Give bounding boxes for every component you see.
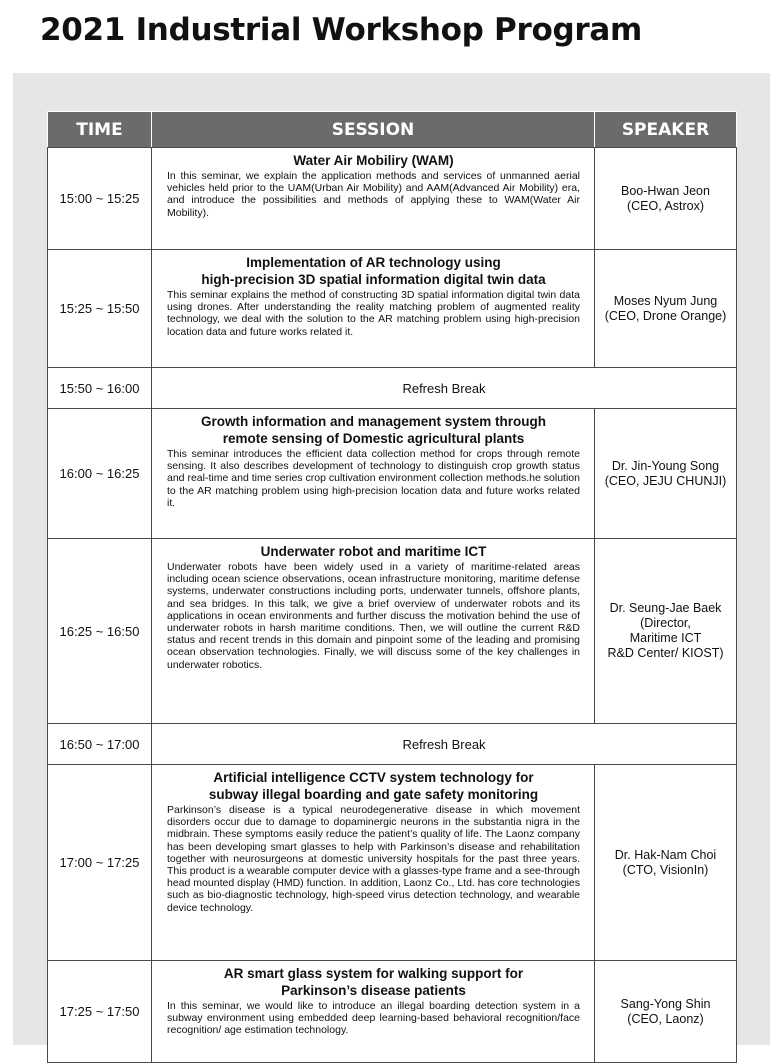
session-title-line: high-precision 3D spatial information digital twin data	[201, 272, 546, 287]
session-row	[48, 539, 737, 724]
speaker-line: (CEO, Laonz)	[627, 1011, 704, 1026]
table-header-row	[48, 112, 737, 148]
session-row	[48, 765, 737, 961]
speaker-line: R&D Center/ KIOST)	[607, 646, 724, 660]
break-time: 15:50 ~ 16:00	[48, 368, 152, 409]
session-row	[48, 148, 737, 250]
session-time: 16:00 ~ 16:25	[48, 409, 152, 539]
session-speaker	[595, 765, 737, 961]
session-time: 17:25 ~ 17:50	[48, 961, 152, 1063]
session-description: Parkinson’s disease is a typical neurodegenerative disease in which movement disorders occur due to damage to dopaminergic neurons in the substantia nigra in the midbrain. These symptoms easily reduce the patient’s quality of life. The Laonz company has been developing smart glasses to help with Parkinson’s disease and rehabilitation together with neurosurgeons at domestic university hospitals for the past three years. This product is a wearable computer device with a glasses-type frame and a see-through head mounted display (HMD) function. In addition, Laonz Co., Ltd. has core technologies such as bio-diagnostic technology, high-speed virus detection technology, and wearable device technology.	[167, 804, 580, 914]
speaker-line: (Director,	[640, 616, 691, 630]
session-row	[48, 250, 737, 368]
session-title	[167, 152, 580, 169]
session-speaker	[595, 250, 737, 368]
speaker-line: Dr. Hak-Nam Choi	[614, 847, 717, 862]
session-speaker	[595, 148, 737, 250]
page-title: 2021 Industrial Workshop Program	[40, 12, 642, 48]
session-cell	[152, 250, 595, 368]
break-row	[48, 724, 737, 765]
session-speaker	[595, 409, 737, 539]
session-row	[48, 961, 737, 1063]
session-title	[167, 413, 580, 447]
session-speaker	[595, 961, 737, 1063]
session-title	[167, 769, 580, 803]
speaker-line: (CEO, Astrox)	[626, 198, 705, 213]
session-title-line: remote sensing of Domestic agricultural plants	[222, 431, 525, 446]
session-time: 15:00 ~ 15:25	[48, 148, 152, 250]
break-row	[48, 368, 737, 409]
session-time: 17:00 ~ 17:25	[48, 765, 152, 961]
session-title	[167, 965, 580, 999]
header-session: SESSION	[152, 112, 595, 148]
speaker-line: Sang-Yong Shin	[620, 996, 711, 1011]
speaker-line: (CEO, Drone Orange)	[604, 308, 727, 323]
speaker-line: Moses Nyum Jung	[613, 293, 718, 308]
session-time: 16:25 ~ 16:50	[48, 539, 152, 724]
speaker-line: Dr. Seung-Jae Baek	[609, 601, 722, 615]
session-description: This seminar introduces the efficient data collection method for crops through remote sensing. It also describes development of technology to distinguish crop growth status and real-time and time series crop cultivation environment collection methods.he solution to the AR matching problem using high-precision location data and future works related it.	[167, 448, 580, 509]
session-cell	[152, 961, 595, 1063]
session-title-line: Artificial intelligence CCTV system technology for	[213, 770, 534, 785]
session-title	[167, 543, 580, 560]
session-description: In this seminar, we would like to introduce an illegal boarding detection system in a subway environment using embedded deep learning-based behavioral recognition/face recognition/ age estimation technology.	[167, 1000, 580, 1037]
session-title-line: Water Air Mobiliry (WAM)	[293, 153, 454, 168]
session-description: In this seminar, we explain the application methods and services of unmanned aerial vehicles held prior to the UAM(Urban Air Mobility) and AAM(Advanced Air Mobility) era, and introduce the possibilities and methods of applying these to WAM(Water Air Mobility).	[167, 170, 580, 219]
program-table	[47, 111, 737, 1063]
speaker-line: Boo-Hwan Jeon	[621, 183, 710, 198]
session-cell	[152, 765, 595, 961]
session-title-line: Parkinson’s disease patients	[281, 983, 466, 998]
session-cell	[152, 409, 595, 539]
speaker-line: (CTO, VisionIn)	[622, 862, 709, 877]
break-label: Refresh Break	[152, 724, 737, 765]
session-speaker	[595, 539, 737, 724]
session-cell	[152, 148, 595, 250]
session-title-line: AR smart glass system for walking support for	[223, 966, 524, 981]
header-time: TIME	[48, 112, 152, 148]
session-cell	[152, 539, 595, 724]
session-time: 15:25 ~ 15:50	[48, 250, 152, 368]
header-speaker: SPEAKER	[595, 112, 737, 148]
session-title-line: subway illegal boarding and gate safety monitoring	[208, 787, 539, 802]
session-row	[48, 409, 737, 539]
session-title-line: Growth information and management system through	[200, 414, 547, 429]
session-description: This seminar explains the method of constructing 3D spatial information digital twin data using drones. After understanding the reality matching problem of augmented reality technology, we deal with the solution to the AR matching problem using high-precision location data and future works related it.	[167, 289, 580, 338]
session-title	[167, 254, 580, 288]
speaker-line: Dr. Jin-Young Song	[611, 458, 720, 473]
session-title-line: Underwater robot and maritime ICT	[260, 544, 487, 559]
speaker-line: Maritime ICT	[629, 631, 702, 645]
break-label: Refresh Break	[152, 368, 737, 409]
speaker-line: (CEO, JEJU CHUNJI)	[604, 473, 727, 488]
break-time: 16:50 ~ 17:00	[48, 724, 152, 765]
session-description: Underwater robots have been widely used in a variety of maritime-related areas including ocean science observations, ocean infrastructure monitoring, maritime defense systems, underwater constructions including ports, underwater tunnels, offshore plants, and sea bridges. In this talk, we give a brief overview of underwater robots and its applications in ocean environments and further discuss the motivation behind the use of underwater robots in harsh maritime conditions. Then, we will outline the current R&D status and recent trends in this domain and pinpoint some of the leading and promising ocean observation technologies. Finally, we will discuss some of the key challenges in underwater robotics.	[167, 561, 580, 671]
session-title-line: Implementation of AR technology using	[246, 255, 501, 270]
